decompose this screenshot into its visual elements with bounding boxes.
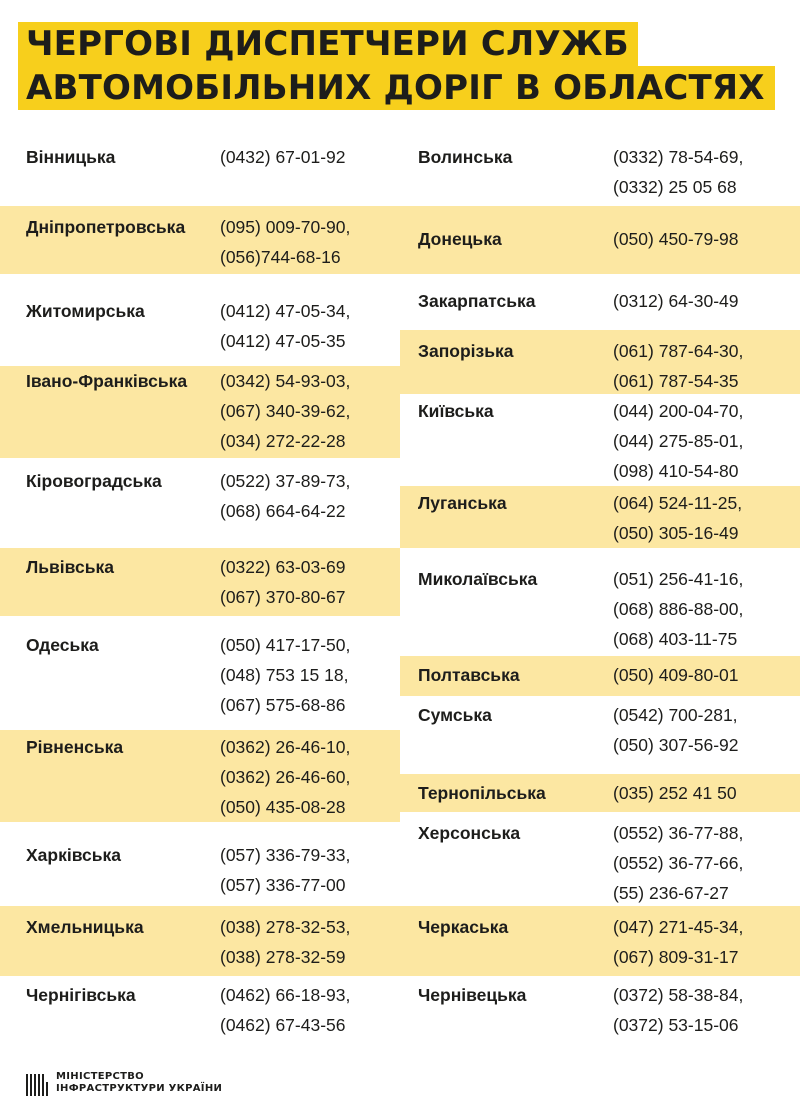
phone-number[interactable]: (0342) 54-93-03, (220, 371, 351, 391)
phone-number[interactable]: (050) 305-16-49 (613, 523, 739, 543)
footer-ministry-line1: МІНІСТЕРСТВО (56, 1071, 144, 1082)
region-phones (613, 488, 742, 548)
region-row (0, 730, 400, 822)
region-name: Вінницька (26, 147, 116, 167)
region-phones (220, 980, 350, 1040)
region-row (0, 366, 400, 458)
phone-number[interactable]: (044) 275-85-01, (613, 431, 744, 451)
region-row (0, 976, 400, 1046)
phone-number[interactable]: (050) 435-08-28 (220, 797, 346, 817)
region-name: Закарпатська (418, 291, 536, 311)
region-phones (220, 840, 350, 900)
region-name: Житомирська (26, 301, 145, 321)
region-phones (613, 224, 739, 254)
footer-ministry-line2: ІНФРАСТРУКТУРИ УКРАЇНИ (56, 1083, 223, 1094)
region-row (400, 330, 800, 394)
region-phones (613, 564, 743, 654)
region-row (400, 394, 800, 486)
ministry-logo-bars-icon (26, 1070, 50, 1096)
phone-number[interactable]: (0322) 63-03-69 (220, 557, 346, 577)
phone-number[interactable]: (0462) 66-18-93, (220, 985, 351, 1005)
phone-number[interactable]: (044) 200-04-70, (613, 401, 744, 421)
region-phones (613, 912, 743, 972)
phone-number[interactable]: (038) 278-32-59 (220, 947, 346, 967)
phone-number[interactable]: (067) 340-39-62, (220, 401, 351, 421)
footer-logo (26, 1070, 222, 1096)
region-name: Луганська (418, 493, 507, 513)
phone-number[interactable]: (0362) 26-46-10, (220, 737, 351, 757)
phone-number[interactable]: (051) 256-41-16, (613, 569, 744, 589)
phone-number[interactable]: (038) 278-32-53, (220, 917, 351, 937)
region-name: Черкаська (418, 917, 509, 937)
region-name: Волинська (418, 147, 513, 167)
region-row (400, 280, 800, 328)
region-phones (220, 630, 350, 720)
region-name: Херсонська (418, 823, 521, 843)
phone-number[interactable]: (047) 271-45-34, (613, 917, 744, 937)
region-row (0, 206, 400, 274)
phone-number[interactable]: (55) 236-67-27 (613, 883, 729, 903)
phone-number[interactable]: (0362) 26-46-60, (220, 767, 351, 787)
phone-number[interactable]: (035) 252 41 50 (613, 783, 737, 803)
phone-number[interactable]: (0332) 78-54-69, (613, 147, 744, 167)
phone-number[interactable]: (067) 575-68-86 (220, 695, 346, 715)
region-row (0, 836, 400, 906)
region-phones (613, 142, 743, 202)
region-name: Чернівецька (418, 985, 527, 1005)
region-name: Рівненська (26, 737, 124, 757)
region-name: Полтавська (418, 665, 520, 685)
region-row (0, 548, 400, 616)
region-phones (613, 660, 739, 690)
region-phones (613, 286, 739, 316)
region-phones (220, 552, 346, 612)
phone-number[interactable]: (0432) 67-01-92 (220, 147, 346, 167)
region-row (0, 906, 400, 976)
region-row (400, 814, 800, 906)
region-row (400, 560, 800, 654)
phone-number[interactable]: (0552) 36-77-66, (613, 853, 744, 873)
phone-number[interactable]: (061) 787-54-35 (613, 371, 739, 391)
region-row (400, 906, 800, 976)
phone-number[interactable]: (0412) 47-05-34, (220, 301, 351, 321)
phone-number[interactable]: (056)744-68-16 (220, 247, 341, 267)
region-name: Сумська (418, 705, 492, 725)
phone-number[interactable]: (0462) 67-43-56 (220, 1015, 346, 1035)
region-name: Кіровоградська (26, 471, 162, 491)
phone-number[interactable]: (068) 886-88-00, (613, 599, 744, 619)
region-phones (220, 366, 350, 456)
phone-number[interactable]: (0522) 37-89-73, (220, 471, 351, 491)
region-row (400, 696, 800, 774)
region-name: Запорізька (418, 341, 514, 361)
region-row (400, 136, 800, 202)
region-phones (613, 778, 737, 808)
region-phones (613, 980, 743, 1040)
region-phones (220, 296, 350, 356)
phone-number[interactable]: (067) 809-31-17 (613, 947, 739, 967)
phone-number[interactable]: (0372) 53-15-06 (613, 1015, 739, 1035)
title-line-1: ЧЕРГОВІ ДИСПЕТЧЕРИ СЛУЖБ (18, 22, 638, 66)
region-name: Донецька (418, 229, 502, 249)
region-row (400, 774, 800, 812)
phone-number[interactable]: (050) 409-80-01 (613, 665, 739, 685)
region-name: Чернігівська (26, 985, 136, 1005)
region-row (0, 136, 400, 202)
region-phones (613, 396, 743, 486)
phone-number[interactable]: (064) 524-11-25, (613, 493, 743, 513)
region-phones (220, 912, 350, 972)
phone-number[interactable]: (061) 787-64-30, (613, 341, 744, 361)
region-phones (613, 818, 743, 908)
phone-number[interactable]: (068) 403-11-75 (613, 629, 738, 649)
region-name: Тернопільська (418, 783, 546, 803)
region-name: Львівська (26, 557, 114, 577)
phone-number[interactable]: (0372) 58-38-84, (613, 985, 744, 1005)
region-name: Одеська (26, 635, 99, 655)
phone-number[interactable]: (0552) 36-77-88, (613, 823, 744, 843)
phone-number[interactable]: (098) 410-54-80 (613, 461, 739, 481)
phone-number[interactable]: (050) 307-56-92 (613, 735, 739, 755)
phone-number[interactable]: (048) 753 15 18, (220, 665, 349, 685)
phone-number[interactable]: (034) 272-22-28 (220, 431, 346, 451)
region-row (0, 626, 400, 726)
region-name: Дніпропетровська (26, 217, 186, 237)
phone-number[interactable]: (0542) 700-281, (613, 705, 738, 725)
region-row (400, 486, 800, 548)
phone-number[interactable]: (050) 450-79-98 (613, 229, 739, 249)
region-row (400, 976, 800, 1046)
phone-number[interactable]: (068) 664-64-22 (220, 501, 346, 521)
region-name: Івано-Франківська (26, 371, 188, 391)
region-phones (613, 336, 743, 396)
phone-number[interactable]: (095) 009-70-90, (220, 217, 351, 237)
phone-number[interactable]: (067) 370-80-67 (220, 587, 346, 607)
region-name: Миколаївська (418, 569, 538, 589)
region-name: Харківська (26, 845, 122, 865)
phone-number[interactable]: (050) 417-17-50, (220, 635, 351, 655)
phone-number[interactable]: (0312) 64-30-49 (613, 291, 739, 311)
region-row (0, 462, 400, 546)
region-row (400, 656, 800, 696)
region-phones (220, 212, 350, 272)
region-phones (220, 142, 346, 172)
region-phones (220, 466, 350, 526)
region-name: Хмельницька (26, 917, 144, 937)
page-title (18, 22, 775, 110)
region-phones (613, 700, 739, 760)
phone-number[interactable]: (057) 336-77-00 (220, 875, 346, 895)
region-name: Київська (418, 401, 494, 421)
title-line-2: АВТОМОБІЛЬНИХ ДОРІГ В ОБЛАСТЯХ (18, 66, 775, 110)
phone-number[interactable]: (0332) 25 05 68 (613, 177, 737, 197)
region-row (400, 206, 800, 274)
phone-number[interactable]: (057) 336-79-33, (220, 845, 351, 865)
phone-number[interactable]: (0412) 47-05-35 (220, 331, 346, 351)
region-row (0, 290, 400, 356)
region-phones (220, 732, 350, 822)
